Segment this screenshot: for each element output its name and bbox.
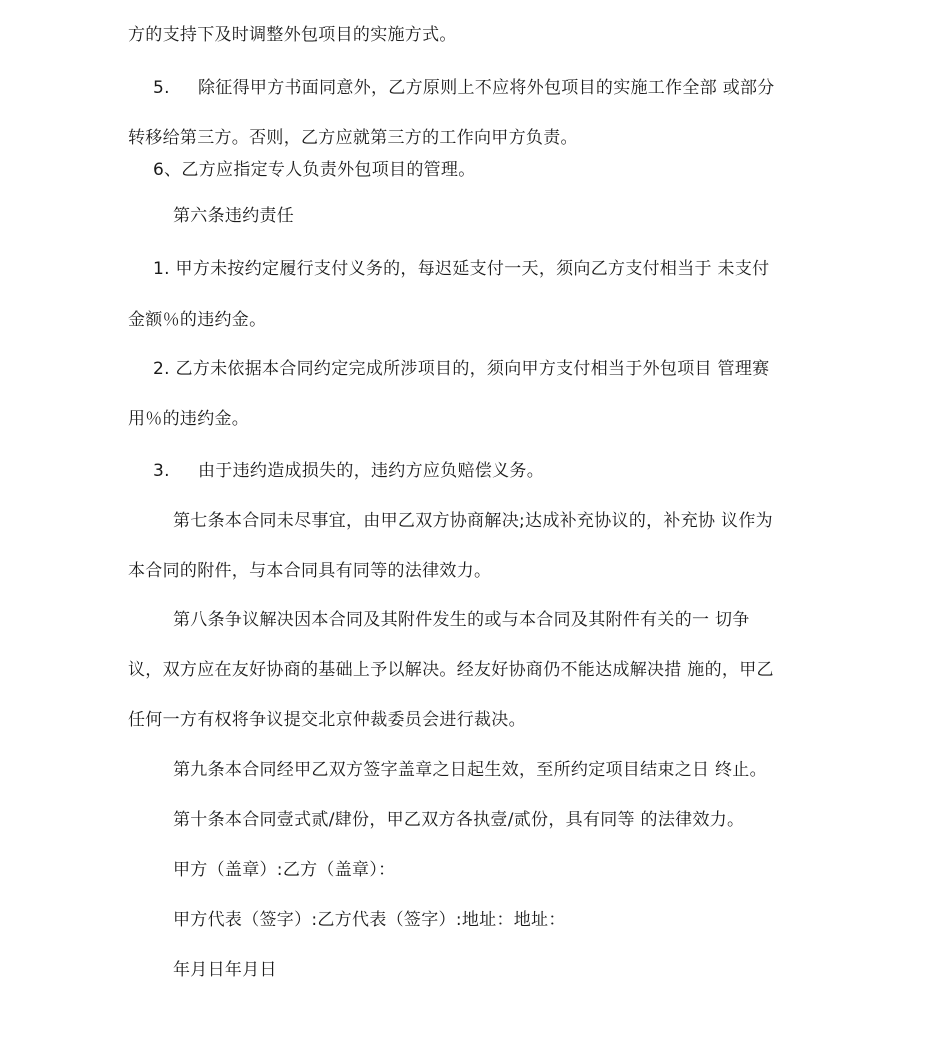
clause-5-text: 除征得甲方书面同意外，乙方原则上不应将外包项目的实施工作全部 或部分 bbox=[198, 78, 775, 98]
paragraph-line: 用％的违约金。 bbox=[128, 409, 250, 429]
paragraph-line: 本合同的附件，与本合同具有同等的法律效力。 bbox=[128, 561, 492, 581]
article-10: 第十条本合同壹式贰/肆份，甲乙双方各执壹/贰份，具有同等 的法律效力。 bbox=[173, 810, 745, 830]
clause-5-number: 5. bbox=[153, 78, 170, 98]
article-9: 第九条本合同经甲乙双方签字盖章之日起生效，至所约定项目结束之日 终止。 bbox=[173, 760, 767, 780]
seal-line: 甲方（盖章）:乙方（盖章）： bbox=[173, 860, 396, 880]
clause-3-text: 由于违约造成损失的，违约方应负赔偿义务。 bbox=[198, 461, 544, 481]
paragraph-line: 方的支持下及时调整外包项目的实施方式。 bbox=[128, 25, 457, 45]
paragraph-line: 任何一方有权将争议提交北京仲裁委员会进行裁决。 bbox=[128, 710, 526, 730]
date-line: 年月日年月日 bbox=[173, 960, 277, 980]
section-heading-article-6: 第六条违约责任 bbox=[173, 206, 295, 226]
clause-1: 1. 甲方未按约定履行支付义务的，每迟延支付一天，须向乙方支付相当于 未支付 bbox=[153, 259, 770, 279]
paragraph-line: 转移给第三方。否则，乙方应就第三方的工作向甲方负责。 bbox=[128, 128, 578, 148]
article-8: 第八条争议解决因本合同及其附件发生的或与本合同及其附件有关的一 切争 bbox=[173, 610, 750, 630]
article-7: 第七条本合同未尽事宜，由甲乙双方协商解决;达成补充协议的，补充协 议作为 bbox=[173, 511, 773, 531]
clause-6: 6、乙方应指定专人负责外包项目的管理。 bbox=[153, 160, 476, 180]
clause-2: 2. 乙方未依据本合同约定完成所涉项目的，须向甲方支付相当于外包项目 管理赛 bbox=[153, 359, 770, 379]
signature-line: 甲方代表（签字）:乙方代表（签字）:地址：地址： bbox=[173, 910, 566, 930]
paragraph-line: 金额％的违约金。 bbox=[128, 310, 267, 330]
paragraph-line: 议，双方应在友好协商的基础上予以解决。经友好协商仍不能达成解决措 施的，甲乙 bbox=[128, 660, 774, 680]
clause-3-number: 3. bbox=[153, 461, 170, 481]
